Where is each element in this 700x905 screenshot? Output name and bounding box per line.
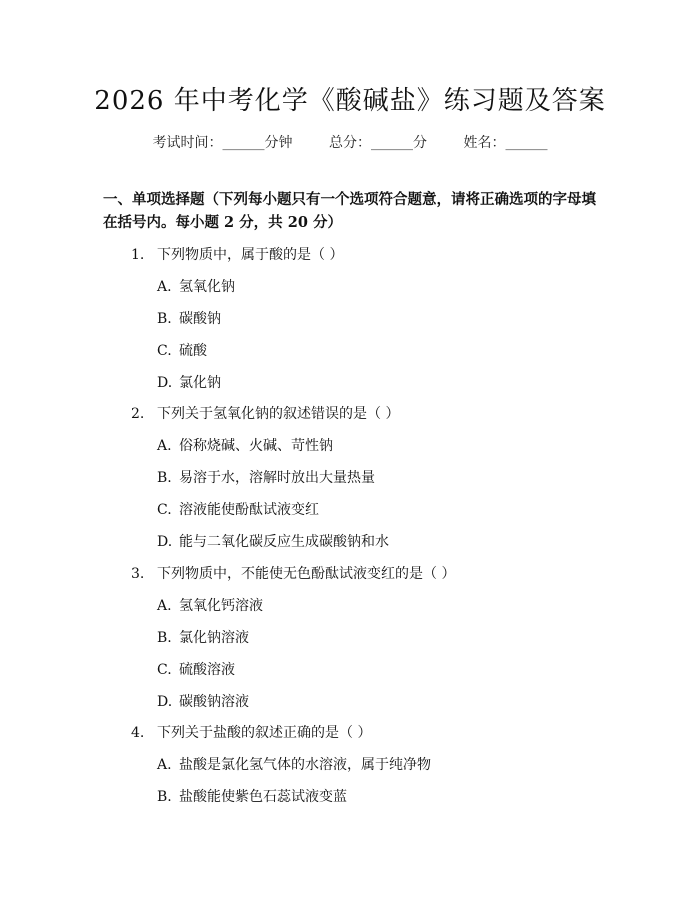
option-letter: D. [157, 375, 173, 391]
question-1 [131, 244, 343, 264]
question-3-option-c [157, 659, 235, 679]
option-letter: A. [157, 757, 172, 773]
exam-info-line [0, 132, 700, 152]
option-letter: C. [157, 502, 172, 518]
option-text: 氯化钠溶液 [179, 630, 249, 646]
question-4-option-b [157, 786, 347, 806]
option-text: 俗称烧碱、火碱、苛性钠 [179, 438, 333, 454]
option-letter: B. [157, 470, 172, 486]
page-title: 2026 年中考化学《酸碱盐》练习题及答案 [94, 86, 606, 116]
option-text: 硫酸 [179, 343, 207, 359]
option-text: 碳酸钠 [179, 311, 221, 327]
question-2-option-d [157, 531, 389, 551]
option-letter: A. [157, 598, 172, 614]
question-number: 1. [131, 247, 145, 263]
section-heading: 一、单项选择题（下列每小题只有一个选项符合题意，请将正确选项的字母填在括号内。每小题 2 分，共 20 分） [103, 191, 596, 231]
question-4 [131, 722, 371, 742]
question-text: 下列物质中，属于酸的是（ ） [157, 247, 344, 263]
question-number: 2. [131, 406, 145, 422]
option-text: 硫酸溶液 [179, 662, 235, 678]
question-text: 下列关于氢氧化钠的叙述错误的是（ ） [157, 406, 400, 422]
question-3-option-b [157, 627, 249, 647]
option-letter: C. [157, 662, 172, 678]
question-2-option-c [157, 499, 319, 519]
question-4-option-a [157, 754, 431, 774]
option-text: 易溶于水，溶解时放出大量热量 [179, 470, 375, 486]
question-text: 下列关于盐酸的叙述正确的是（ ） [157, 725, 372, 741]
exam-time-field: 考试时间：______分钟 [152, 135, 293, 151]
option-text: 盐酸是氯化氢气体的水溶液，属于纯净物 [179, 757, 431, 773]
total-score-field: 总分：______分 [329, 135, 427, 151]
question-3 [131, 563, 455, 583]
option-letter: A. [157, 279, 172, 295]
question-number: 4. [131, 725, 145, 741]
question-text: 下列物质中，不能使无色酚酞试液变红的是（ ） [157, 566, 456, 582]
student-name-field: 姓名：______ [463, 135, 548, 151]
option-letter: A. [157, 438, 172, 454]
question-3-option-a [157, 595, 263, 615]
question-2 [131, 403, 399, 423]
option-text: 氢氧化钠 [179, 279, 235, 295]
option-letter: D. [157, 694, 173, 710]
option-text: 氢氧化钙溶液 [179, 598, 263, 614]
question-1-option-b [157, 308, 221, 328]
option-text: 碳酸钠溶液 [179, 694, 249, 710]
option-letter: D. [157, 534, 173, 550]
question-number: 3. [131, 566, 145, 582]
option-text: 盐酸能使紫色石蕊试液变蓝 [179, 789, 347, 805]
option-letter: B. [157, 630, 172, 646]
option-letter: B. [157, 789, 172, 805]
question-1-option-d [157, 372, 221, 392]
question-1-option-a [157, 276, 235, 296]
option-text: 氯化钠 [179, 375, 221, 391]
question-2-option-a [157, 435, 333, 455]
option-text: 能与二氧化碳反应生成碳酸钠和水 [179, 534, 389, 550]
question-2-option-b [157, 467, 375, 487]
option-letter: B. [157, 311, 172, 327]
question-3-option-d [157, 691, 249, 711]
option-text: 溶液能使酚酞试液变红 [179, 502, 319, 518]
question-1-option-c [157, 340, 207, 360]
option-letter: C. [157, 343, 172, 359]
